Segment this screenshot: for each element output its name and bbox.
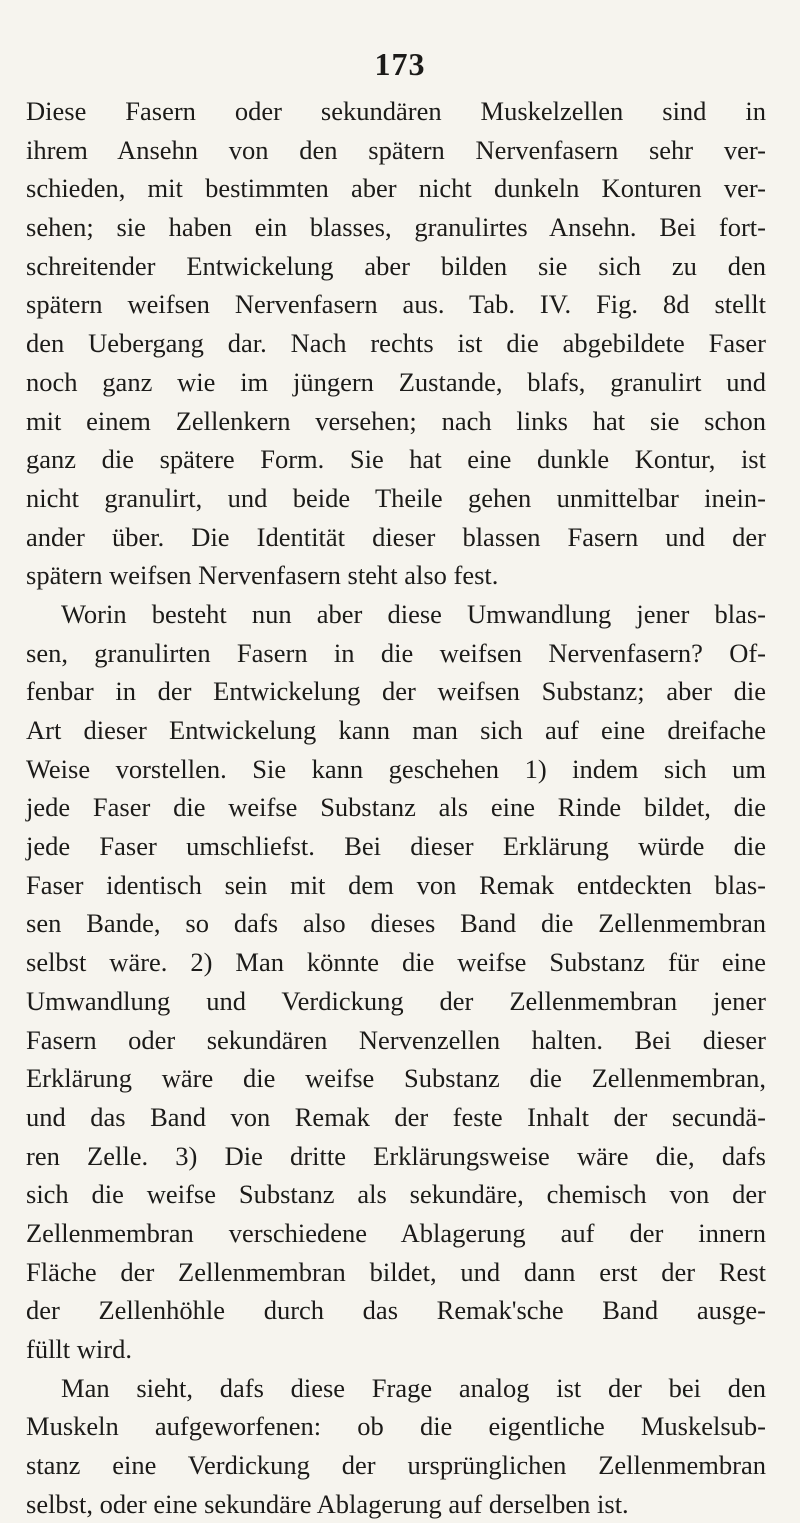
text-line: Fläche der Zellenmembran bildet, und dann erst der Rest — [26, 1256, 766, 1287]
text-line: Fasern oder sekundären Nervenzellen halten. Bei dieser — [26, 1024, 766, 1055]
text-line: Man sieht, dafs diese Frage analog ist der bei den — [61, 1372, 766, 1403]
paragraph — [26, 1369, 766, 1523]
body-text — [26, 92, 766, 1523]
text-line: spätern weifsen Nervenfasern aus. Tab. IV. Fig. 8d stellt — [26, 289, 766, 320]
text-line: Muskeln aufgeworfenen: ob die eigentliche Muskelsub- — [26, 1411, 766, 1442]
text-line: der Zellenhöhle durch das Remak'sche Band ausge- — [26, 1295, 766, 1326]
text-line: selbst wäre. 2) Man könnte die weifse Substanz für eine — [26, 947, 766, 978]
text-line: jede Faser umschliefst. Bei dieser Erklärung würde die — [26, 831, 766, 862]
text-line: Art dieser Entwickelung kann man sich auf eine dreifache — [26, 715, 766, 745]
text-line: Diese Fasern oder sekundären Muskelzellen sind in — [26, 96, 766, 126]
text-line: Erklärung wäre die weifse Substanz die Zellenmembran, — [26, 1063, 766, 1094]
text-line: füllt wird. — [26, 1334, 132, 1364]
text-line: Zellenmembran verschiedene Ablagerung auf der innern — [26, 1217, 766, 1248]
text-line: selbst, oder eine sekundäre Ablagerung auf derselben ist. — [26, 1488, 629, 1519]
text-line: fenbar in der Entwickelung der weifsen Substanz; aber die — [26, 676, 766, 707]
paragraph — [26, 595, 766, 1369]
text-line: spätern weifsen Nervenfasern steht also fest. — [26, 560, 499, 591]
paragraph — [26, 92, 766, 595]
text-line: ganz die spätere Form. Sie hat eine dunkle Kontur, ist — [26, 444, 766, 475]
text-line: ihrem Ansehn von den spätern Nervenfasern sehr ver- — [26, 134, 766, 165]
text-line: stanz eine Verdickung der ursprünglichen Zellenmembran — [26, 1450, 766, 1481]
text-line: sich die weifse Substanz als sekundäre, chemisch von der — [26, 1179, 766, 1210]
text-line: Umwandlung und Verdickung der Zellenmembran jener — [26, 985, 766, 1016]
text-line: schieden, mit bestimmten aber nicht dunkeln Konturen ver- — [26, 173, 766, 204]
page-number: 173 — [374, 46, 426, 82]
text-line: Faser identisch sein mit dem von Remak entdeckten blas- — [26, 869, 766, 900]
text-line: sehen; sie haben ein blasses, granulirtes Ansehn. Bei fort- — [26, 212, 766, 243]
text-line: nicht granulirt, und beide Theile gehen unmittelbar inein- — [26, 482, 766, 513]
text-line: mit einem Zellenkern versehen; nach links hat sie schon — [26, 405, 766, 436]
text-line: und das Band von Remak der feste Inhalt der secundä- — [26, 1101, 766, 1132]
text-line: ren Zelle. 3) Die dritte Erklärungsweise wäre die, dafs — [26, 1140, 766, 1171]
text-line: noch ganz wie im jüngern Zustande, blafs, granulirt und — [26, 366, 766, 397]
text-line: Weise vorstellen. Sie kann geschehen 1) indem sich um — [26, 753, 766, 784]
text-line: jede Faser die weifse Substanz als eine Rinde bildet, die — [26, 792, 766, 823]
text-line: Worin besteht nun aber diese Umwandlung jener blas- — [61, 598, 766, 629]
text-line: sen Bande, so dafs also dieses Band die Zellenmembran — [26, 908, 766, 939]
text-line: sen, granulirten Fasern in die weifsen Nervenfasern? Of- — [26, 637, 766, 668]
text-line: ander über. Die Identität dieser blassen Fasern und der — [26, 521, 766, 552]
text-line: schreitender Entwickelung aber bilden sie sich zu den — [26, 250, 766, 281]
text-line: den Uebergang dar. Nach rechts ist die abgebildete Faser — [26, 328, 766, 359]
